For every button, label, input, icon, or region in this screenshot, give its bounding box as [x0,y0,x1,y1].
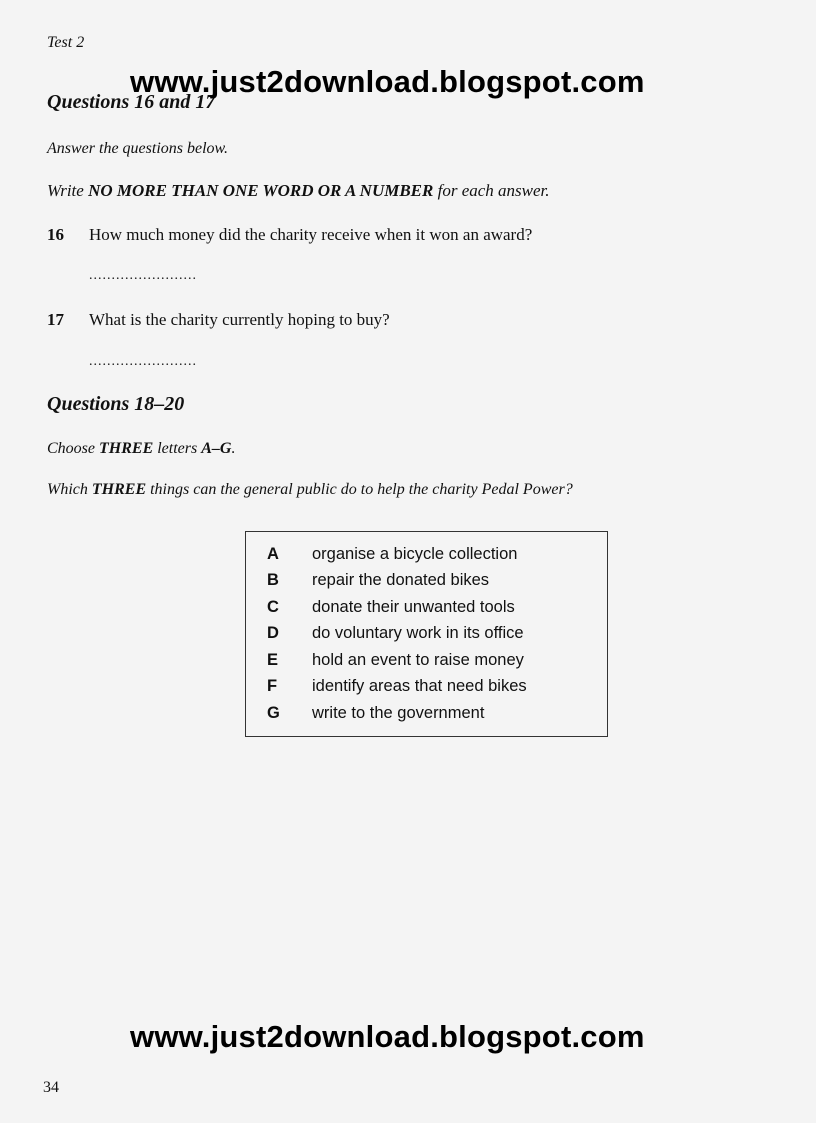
question-number: 16 [47,225,64,244]
answer-blank-16[interactable]: ........................ [89,268,197,283]
options-box [245,531,608,737]
option-letter: C [267,597,279,616]
instruction-answer: Answer the questions below. [47,140,229,157]
option-text: hold an event to raise money [312,650,524,669]
option-text: identify areas that need bikes [312,677,527,696]
question-text: How much money did the charity receive when it won an award? [89,225,533,244]
option-b[interactable] [246,568,607,595]
option-text: do voluntary work in its office [312,624,524,643]
answer-blank-17[interactable]: ........................ [89,354,197,369]
question-text: What is the charity currently hoping to buy? [89,310,390,329]
question-18-20-prompt: Which THREE things can the general public do to help the charity Pedal Power? [47,481,573,498]
option-text: write to the government [312,703,485,722]
option-text: organise a bicycle collection [312,544,518,563]
watermark-top: www.just2download.blogspot.com [130,64,645,99]
test-label: Test 2 [47,34,85,51]
option-f[interactable] [246,674,607,701]
instruction-word-limit: Write NO MORE THAN ONE WORD OR A NUMBER for each answer. [47,181,550,200]
section-heading-18-20: Questions 18–20 [47,393,185,415]
option-letter: F [267,677,278,696]
option-letter: E [267,650,279,669]
option-d[interactable] [246,621,607,648]
option-letter: B [267,571,279,590]
instruction-choose: Choose THREE letters A–G. [47,440,236,457]
question-16 [47,225,532,245]
option-text: repair the donated bikes [312,571,490,590]
question-17 [47,310,390,330]
option-g[interactable] [246,700,607,727]
page-number: 34 [43,1079,59,1096]
option-letter: G [267,703,280,722]
option-text: donate their unwanted tools [312,597,515,616]
watermark-bottom: www.just2download.blogspot.com [130,1019,645,1054]
option-c[interactable] [246,594,607,621]
section-heading-16-17: Questions 16 and 17 [47,91,216,113]
option-a[interactable] [246,541,607,568]
question-number: 17 [47,310,64,329]
option-letter: A [267,544,279,563]
option-e[interactable] [246,647,607,674]
option-letter: D [267,624,279,643]
